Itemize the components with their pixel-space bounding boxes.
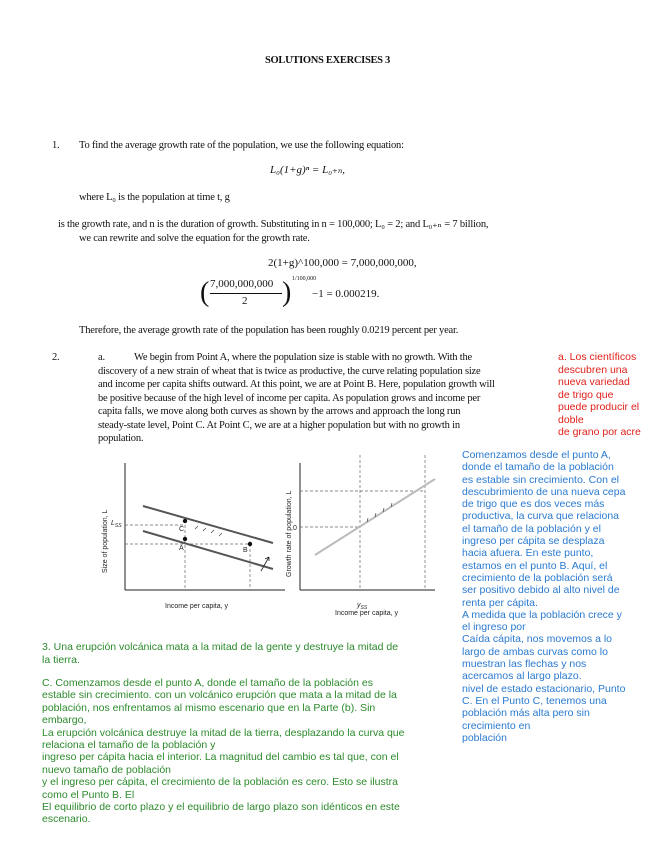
q1-number: 1. <box>52 140 60 151</box>
blue-line: el tamaño de la población y el <box>462 522 601 535</box>
yss-label: $y_{SS}$ <box>357 602 368 611</box>
exponent: 1/100,000 <box>292 276 317 282</box>
green-c-line: como el Punto B. El <box>42 788 135 801</box>
blue-line: acercamos al largo plazo. <box>462 670 582 683</box>
lss-label: $L_{SS}$ <box>111 520 122 529</box>
q1-line3: we can rewrite and solve the equation for the growth rate. <box>79 233 310 244</box>
blue-line: renta per cápita. <box>462 596 538 609</box>
q2-number: 2. <box>52 352 60 363</box>
blue-line: A medida que la población crece y <box>462 608 622 621</box>
graph1-xlabel: Income per capita, y <box>165 603 229 610</box>
green-c-line: El equilibrio de corto plazo y el equilibrio de largo plazo son idénticos en este <box>42 801 400 814</box>
green-c <box>42 677 462 826</box>
blue-line: de trigo que es dos veces más <box>462 498 605 511</box>
red-line: nueva variedad <box>558 376 630 388</box>
blue-line: hacia afuera. En este punto, <box>462 547 594 560</box>
q1-equation-main: L₀(1+g)ⁿ = L₀₊ₙ, <box>270 164 346 176</box>
q1-conclusion: Therefore, the average growth rate of the population has been roughly 0.0219 percent per year. <box>79 325 459 336</box>
graph1-ylabel: Size of population, L <box>102 509 109 573</box>
green-q3-line: 3. Una erupción volcánica mata a la mitad de la gente y destruye la mitad de <box>42 641 399 653</box>
green-q3 <box>42 641 462 666</box>
q2-line-4: be positive because of the high level of income per capita. As population grows and income per <box>98 393 481 404</box>
blue-annotation <box>462 449 652 744</box>
q2-line-5: capita falls, we move along both curves as shown by the arrows and approach the long run <box>98 406 461 417</box>
blue-line: descubrimiento de una nueva cepa <box>462 485 626 498</box>
fraction-denominator: 2 <box>242 295 248 307</box>
q1-where-line: where L₀ is the population at time t, g <box>79 192 230 203</box>
label-c: C <box>179 526 185 533</box>
graph2-ylabel: Growth rate of population, L <box>286 490 293 577</box>
blue-line: Comenzamos desde el punto A, <box>462 449 611 461</box>
q2-line-1: We begin from Point A, where the population size is stable with no growth. With the <box>134 352 473 363</box>
green-c-line: embargo, <box>42 714 87 727</box>
blue-line: productiva, la curva que relaciona <box>462 510 620 523</box>
label-b: B <box>243 547 248 554</box>
label-a: A <box>179 545 184 552</box>
graph-population-size <box>102 463 285 610</box>
point-b <box>248 542 252 546</box>
green-c-line: nuevo tamaño de población <box>42 763 172 776</box>
fraction-numerator: 7,000,000,000 <box>210 278 274 290</box>
green-c-line: población, nos enfrentamos al mismo escenario que en la Parte (b). Sin <box>42 701 376 714</box>
q1-line1: To find the average growth rate of the population, we use the following equation: <box>79 140 404 151</box>
q1-equation-a: 2(1+g)^100,000 = 7,000,000,000, <box>268 257 417 269</box>
point-a <box>183 537 187 541</box>
zero-label: 0 <box>293 525 297 532</box>
graph-growth-rate <box>286 455 435 617</box>
green-c-line: ingreso per cápita hacia el interior. La magnitud del cambio es tal que, con el <box>42 751 399 764</box>
blue-line: largo de ambas curvas como lo <box>462 645 608 658</box>
red-line: de trigo que <box>558 388 614 401</box>
blue-line: C. En el Punto C, tenemos una <box>462 694 607 707</box>
q2-line-3: and income per capita shifts outward. At this point, we are at Point B. Here, population growth will <box>98 379 495 390</box>
blue-line: el ingreso por <box>462 621 526 634</box>
green-c-line: y el ingreso per cápita, el crecimiento de la población es cero. Esto se ilustra <box>42 776 399 789</box>
blue-line: población <box>462 731 507 744</box>
red-line: doble <box>558 413 584 426</box>
green-q3-line: la tierra. <box>42 653 80 666</box>
blue-line: ser positivo debido al alto nivel de <box>462 584 620 597</box>
page-title: SOLUTIONS EXERCISES 3 <box>265 55 390 66</box>
q2-letter: a. <box>98 352 105 363</box>
blue-line: crecimiento en <box>462 719 531 732</box>
red-line: puede producir el <box>558 401 640 413</box>
green-c-line: La erupción volcánica destruye la mitad de la tierra, desplazando la curva que <box>42 726 405 739</box>
figure-graphs <box>95 455 455 625</box>
blue-line: Caída cápita, nos movemos a lo <box>462 633 612 646</box>
q2-line-7: population. <box>98 433 144 444</box>
q1-equation-b <box>200 276 420 316</box>
q1-line2: is the growth rate, and n is the duration of growth. Substituting in n = 100,000; L₀ = 2; and L₀₊ₙ = 7 billion, <box>58 219 489 230</box>
green-c-line: C. Comenzamos desde el punto A, donde el tamaño de la población es <box>42 677 373 689</box>
equation-b-rest: −1 = 0.000219. <box>312 288 380 300</box>
left-paren: ( <box>200 277 210 308</box>
green-c-line: escenario. <box>42 813 91 826</box>
shift-arrow <box>261 557 269 571</box>
red-line: a. Los científicos <box>558 351 637 363</box>
blue-line: nivel de estado estacionario, Punto <box>462 682 626 695</box>
red-line: descubren una <box>558 363 628 376</box>
blue-line: muestran las flechas y nos <box>462 658 587 671</box>
right-paren: ) <box>282 277 292 308</box>
blue-line: donde el tamaño de la población <box>462 461 614 474</box>
fraction-bar <box>210 293 282 294</box>
blue-line: es estable sin crecimiento. Con el <box>462 473 619 486</box>
graph2-xlabel: Income per capita, y <box>335 610 399 617</box>
green-c-line: relaciona el tamaño de la población y <box>42 739 216 752</box>
green-c-line: estable sin crecimiento. con un volcánico erupción que mata a la mitad de la <box>42 689 397 702</box>
red-line: de grano por acre <box>558 426 641 438</box>
red-annotation <box>558 351 653 439</box>
point-c <box>183 519 187 523</box>
blue-line: estamos en el punto B. Aquí, el <box>462 559 608 572</box>
blue-line: crecimiento de la población será <box>462 571 613 584</box>
blue-line: ingreso per cápita se desplaza <box>462 535 605 548</box>
blue-line: población más alta pero sin <box>462 707 590 720</box>
q2-line-2: discovery of a new strain of wheat that is twice as productive, the curve relating population size <box>98 366 481 377</box>
q2-line-6: steady-state level, Point C. At Point C, we are at a higher population but with no growth in <box>98 420 460 431</box>
